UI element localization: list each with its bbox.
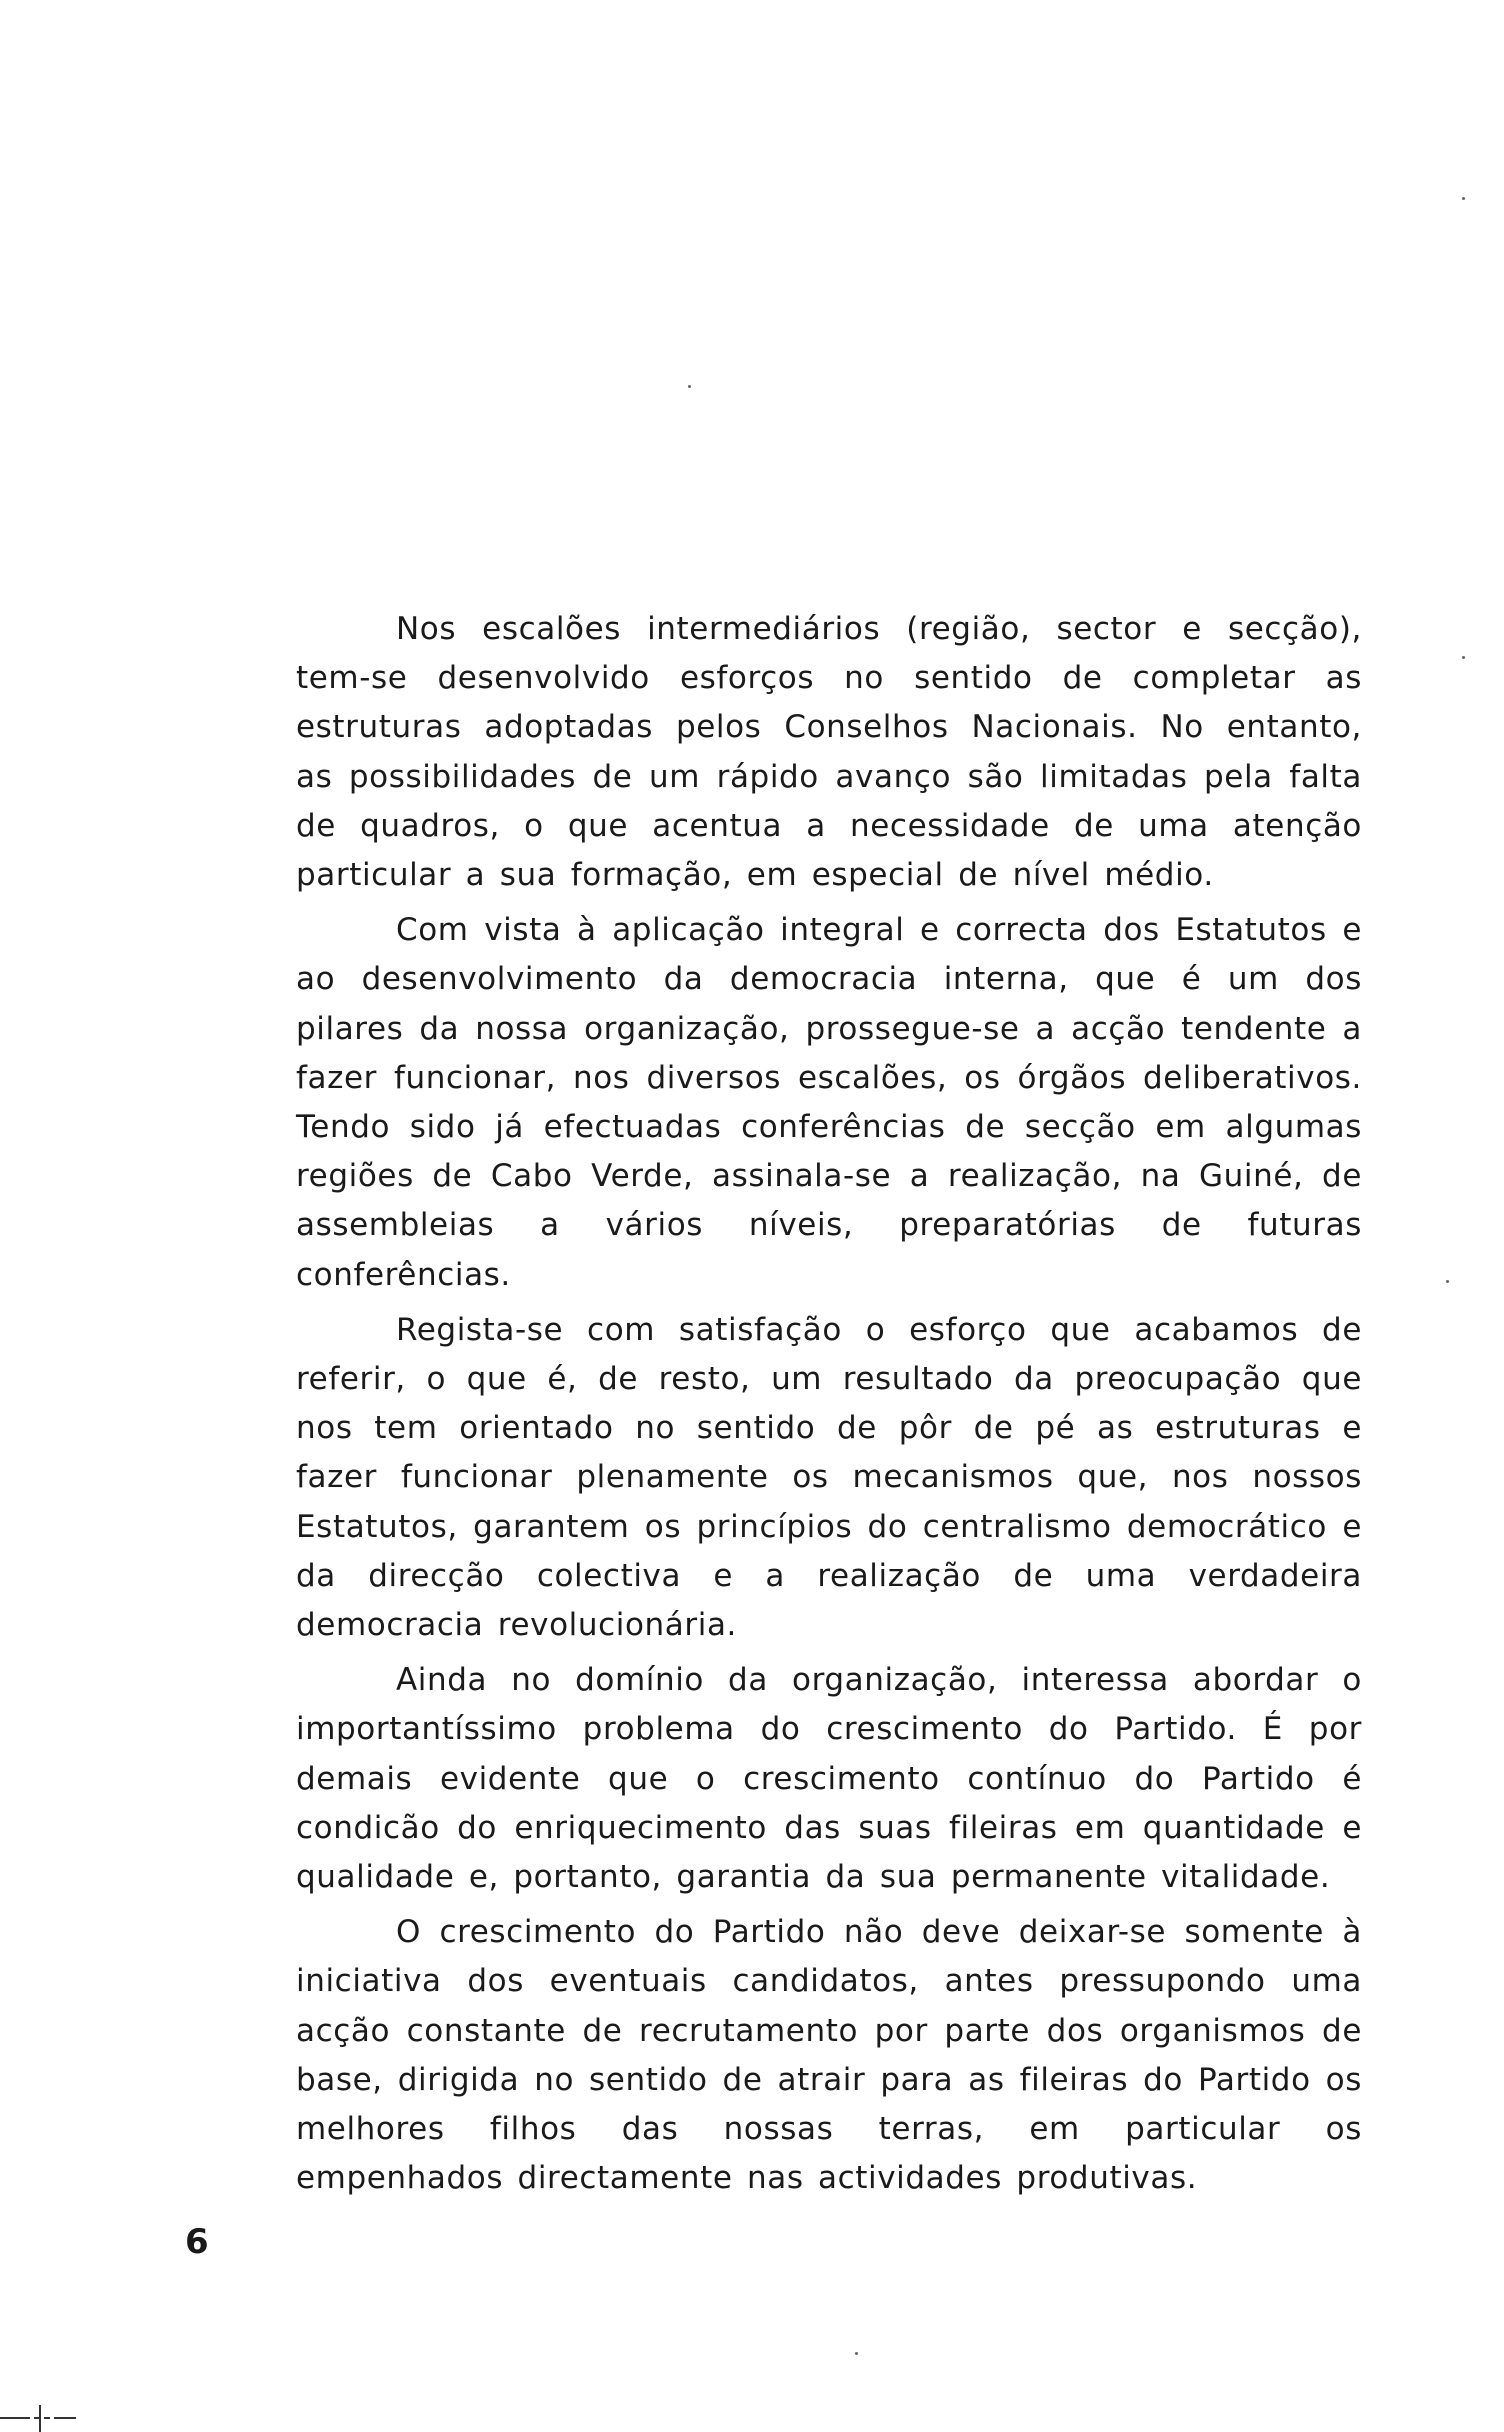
- paragraph-3: Regista-se com satisfação o esforço que acabamos de referir, o que é, de resto, um resultado da preocupação que nos tem orientado no sentido de pôr de pé as estruturas e fazer funcionar plenamente os mecanismos que, nos nossos Estatutos, garantem os princípios do centralismo democrático e da direcção colectiva e a realização de uma verdadeira democracia revolucionária.: [296, 1311, 1362, 1644]
- scan-speck: [1462, 197, 1465, 200]
- scan-speck: [855, 2352, 858, 2355]
- crop-mark-icon: [0, 2405, 80, 2432]
- scan-speck: [1462, 656, 1465, 659]
- scan-speck: [1446, 1280, 1449, 1283]
- page-number: 6: [185, 2222, 209, 2262]
- body-text: [296, 605, 1362, 2210]
- paragraph-5: O crescimento do Partido não deve deixar-se somente à iniciativa dos eventuais candidatos, antes pressupondo uma acção constante de recrutamento por parte dos organismos de base, dirigida no sentido de atrair para as fileiras do Partido os melhores filhos das nossas terras, em particular os empenhados directamente nas actividades produtivas.: [296, 1914, 1362, 2197]
- paragraph-4: Ainda no domínio da organização, interessa abordar o importantíssimo problema do crescimento do Partido. É por demais evidente que o crescimento contínuo do Partido é condicão do enriquecimento das suas fileiras em quantidade e qualidade e, portanto, garantia da sua permanente vitalidade.: [296, 1662, 1362, 1896]
- scan-speck: [688, 385, 691, 388]
- paragraph-2: Com vista à aplicação integral e correcta dos Estatutos e ao desenvolvimento da democracia interna, que é um dos pilares da nossa organização, prossegue-se a acção tendente a fazer funcionar, nos diversos escalões, os órgãos deliberativos. Tendo sido já efectuadas conferências de secção em algumas regiões de Cabo Verde, assinala-se a realização, na Guiné, de assembleias a vários níveis, preparatórias de futuras conferências.: [296, 912, 1362, 1293]
- paragraph-1: Nos escalões intermediários (região, sector e secção), tem-se desenvolvido esforços no sentido de completar as estruturas adoptadas pelos Conselhos Nacionais. No entanto, as possibilidades de um rápido avanço são limitadas pela falta de quadros, o que acentua a necessidade de uma atenção particular a sua formação, em especial de nível médio.: [296, 611, 1362, 894]
